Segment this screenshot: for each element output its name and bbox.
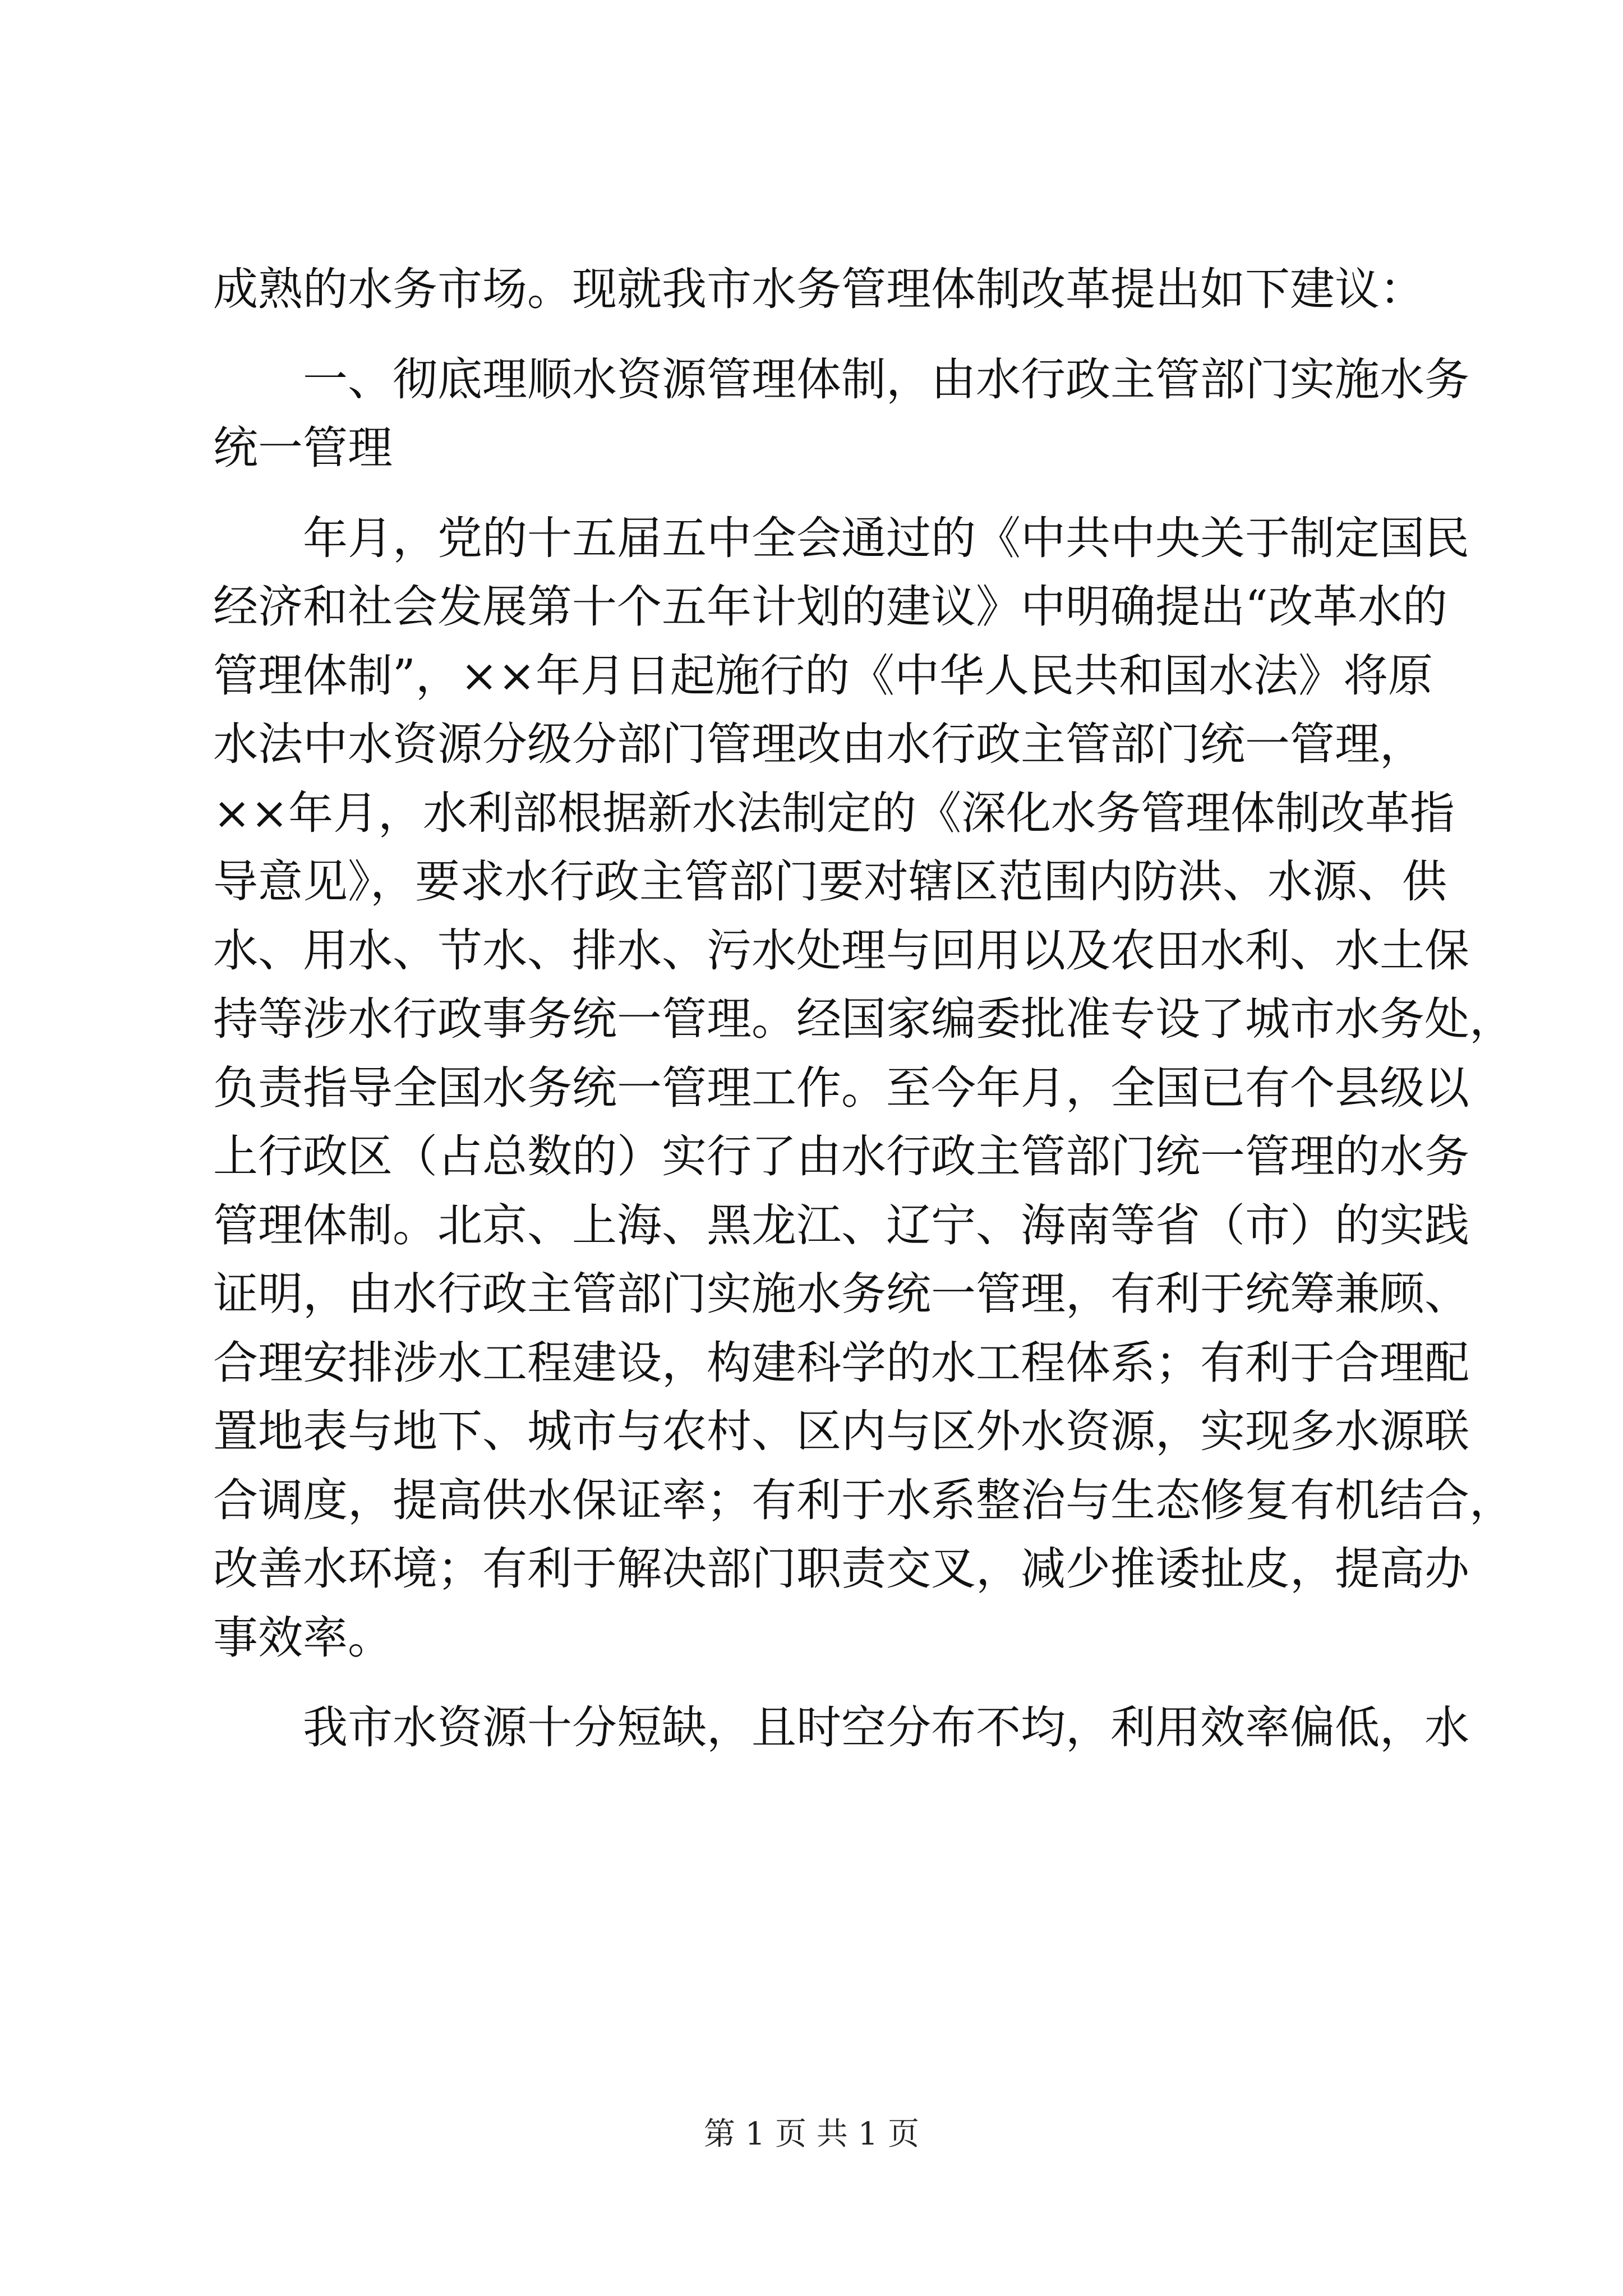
text-line: 管理体制。北京、上海、黑龙江、辽宁、海南等省（市）的实践 <box>213 1199 1469 1251</box>
text-line: 负责指导全国水务统一管理工作。至今年月，全国已有个县级以 <box>213 1061 1469 1114</box>
text-line: 我市水资源十分短缺，且时空分布不均，利用效率偏低，水 <box>303 1701 1469 1754</box>
text-line: 年月，党的十五届五中全会通过的《中共中央关于制定国民 <box>303 512 1469 564</box>
text-line: 经济和社会发展第十个五年计划的建议》中明确提出“改革水的 <box>213 581 1447 633</box>
text-line: 改善水环境；有利于解决部门职责交叉，减少推诿扯皮，提高办 <box>213 1543 1469 1595</box>
text-line: 上行政区（占总数的）实行了由水行政主管部门统一管理的水务 <box>213 1130 1469 1182</box>
text-line: 置地表与地下、城市与农村、区内与区外水资源，实现多水源联 <box>213 1405 1469 1457</box>
text-line: 事效率。 <box>213 1611 393 1664</box>
page-footer: 第 1 页 共 1 页 <box>703 2116 920 2152</box>
text-line: 导意见》，要求水行政主管部门要对辖区范围内防洪、水源、供 <box>213 855 1447 908</box>
text-line: 合理安排涉水工程建设，构建科学的水工程体系；有利于合理配 <box>213 1336 1469 1389</box>
text-line: 合调度，提高供水保证率；有利于水系整治与生态修复有机结合， <box>213 1474 1514 1526</box>
text-line: 水、用水、节水、排水、污水处理与回用以及农田水利、水土保 <box>213 924 1469 977</box>
section-heading-line: 统一管理 <box>213 422 393 474</box>
section-heading-line: 一、彻底理顺水资源管理体制，由水行政主管部门实施水务 <box>303 353 1469 406</box>
document-body <box>213 255 1514 1763</box>
text-line: 管理体制”，××年月日起施行的《中华人民共和国水法》将原 <box>213 649 1433 702</box>
text-line: 证明，由水行政主管部门实施水务统一管理，有利于统筹兼顾、 <box>213 1268 1469 1320</box>
text-line: ××年月，水利部根据新水法制定的《深化水务管理体制改革指 <box>213 786 1455 839</box>
text-line: 水法中水资源分级分部门管理改由水行政主管部门统一管理， <box>213 718 1424 770</box>
text-line: 持等涉水行政事务统一管理。经国家编委批准专设了城市水务处， <box>213 993 1514 1045</box>
text-line: 成熟的水务市场。现就我市水务管理体制改革提出如下建议： <box>213 263 1424 315</box>
